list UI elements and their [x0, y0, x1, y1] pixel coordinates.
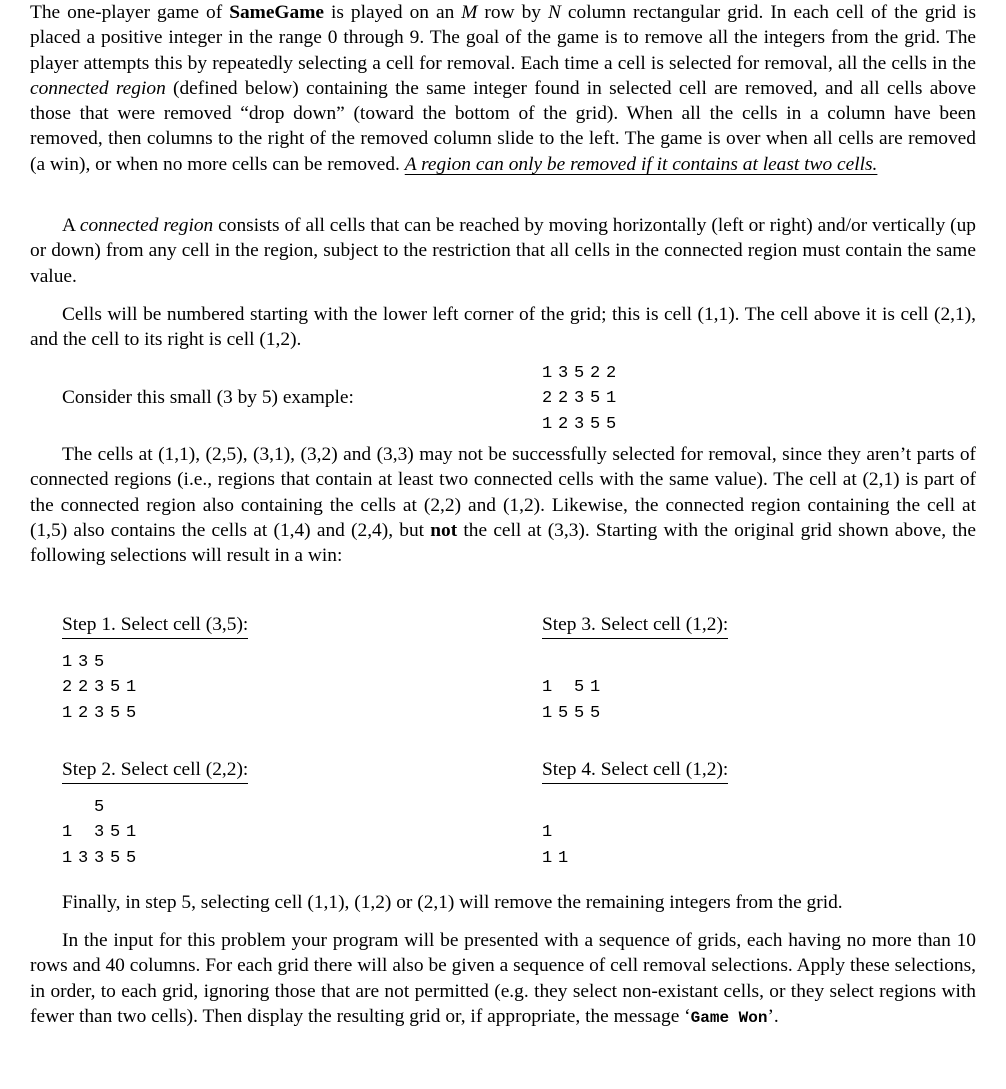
term-connected-region: connected region: [30, 77, 166, 99]
game-won-message: Game Won: [690, 1008, 768, 1027]
grid-cell: 5: [110, 848, 121, 868]
grid-cell: [606, 795, 622, 820]
grid-cell: 3: [558, 364, 569, 383]
grid-row: [62, 650, 248, 675]
grid-cell: 5: [110, 703, 121, 723]
grid-cell: 1: [62, 823, 73, 843]
grid-cell: 1: [62, 703, 73, 723]
grid-cell: 5: [558, 703, 569, 723]
grid-cell: [590, 650, 606, 675]
grid-cell: [78, 795, 94, 820]
grid-cell: 5: [574, 678, 585, 698]
grid-cell: 1: [542, 703, 553, 723]
grid-cell: 3: [574, 389, 585, 409]
grid-cell: 1: [542, 414, 553, 434]
grid-cell: 1: [590, 678, 601, 698]
step-title: Step 1. Select cell (3,5):: [62, 613, 248, 639]
grid-cell: 3: [78, 653, 89, 672]
grid-cell: 5: [590, 389, 601, 409]
final-step-paragraph: Finally, in step 5, selecting cell (1,1), (1,2) or (2,1) will remove the remaining integers from the grid.: [62, 892, 843, 913]
grid-cell: 2: [558, 389, 569, 409]
example-explanation: The cells at (1,1), (2,5), (3,1), (3,2) and (3,3) may not be successfully selected for removal, since they aren’t parts of connected regions (i.e., regions that contain at least two connected cells with the same value). The cell at (2,1) is part of the connected region also containing the cells at (2,2) and (1,2). Likewise, the connected region containing the cell at (1,5) also contains the cells at (1,4) and (2,4), but not the cell at (3,3). Starting with the original grid shown above, the following selections will result in a win:: [30, 444, 976, 567]
grid-cell: 3: [94, 703, 105, 723]
grid-row: [62, 675, 248, 700]
grid-cell: 1: [62, 848, 73, 868]
grid-cell: [78, 820, 94, 845]
grid-cell: 2: [590, 364, 601, 383]
grid-cell: 2: [542, 389, 553, 409]
grid-cell: 1: [542, 848, 553, 868]
grid-cell: [558, 795, 574, 820]
grid-row: [542, 650, 728, 675]
grid-cell: [574, 846, 590, 871]
grid-cell: 5: [590, 414, 601, 434]
grid-cell: [606, 650, 622, 675]
grid-cell: [606, 820, 622, 845]
grid-cell: 1: [558, 848, 569, 868]
grid-cell: 3: [574, 414, 585, 434]
grid-row: [62, 820, 248, 845]
grid-cell: 5: [110, 823, 121, 843]
grid-row: [542, 820, 728, 845]
game-name: SameGame: [229, 2, 324, 23]
grid-cell: 5: [126, 848, 137, 868]
grid-cell: [62, 795, 78, 820]
step-title: Step 4. Select cell (1,2):: [542, 758, 728, 784]
rule-emphasis: A region can only be removed if it contains at least two cells.: [404, 153, 878, 175]
grid-cell: [606, 701, 622, 726]
grid-cell: [590, 846, 606, 871]
intro-paragraph: The one-player game of SameGame is played on an M row by N column rectangular grid. In each cell of the grid is placed a positive integer in the range 0 through 9. The goal of the game is to remove all the integers from the grid. The player attempts this by repeatedly selecting a cell for removal. Each time a cell is selected for removal, all the cells in the connected region (defined below) containing the same integer found in selected cell are removed, and all cells above those that were removed “drop down” (toward the bottom of the grid). When all the cells in a column have been removed, then columns to the right of the removed column slide to the left. The game is over when all cells are removed (a win), or when no more cells can be removed. A region can only be removed if it contains at least two cells.: [30, 2, 976, 175]
grid-row: [542, 386, 622, 411]
grid-cell: 1: [542, 823, 553, 843]
grid-cell: 2: [62, 678, 73, 698]
grid-cell: 2: [78, 703, 89, 723]
cell-numbering-paragraph: Cells will be numbered starting with the lower left corner of the grid; this is cell (1,1). The cell above it is cell (2,1), and the cell to its right is cell (1,2).: [30, 304, 976, 351]
grid-cell: 1: [542, 364, 553, 383]
step-grid: [542, 650, 728, 726]
grid-cell: 5: [574, 364, 585, 383]
grid-cell: 2: [558, 414, 569, 434]
grid-cell: [574, 795, 590, 820]
grid-cell: [542, 650, 558, 675]
grid-cell: 1: [542, 678, 553, 698]
grid-row: [542, 795, 728, 820]
step-grid: [62, 795, 248, 871]
step-grid: [542, 795, 728, 871]
grid-cell: [110, 650, 126, 675]
grid-cell: [110, 795, 126, 820]
grid-cell: [558, 675, 574, 700]
grid-cell: 5: [94, 798, 105, 817]
step-1: [62, 613, 248, 726]
step-4: [542, 758, 728, 871]
var-m: M: [461, 2, 478, 23]
grid-cell: 3: [78, 848, 89, 868]
step-3: [542, 613, 728, 726]
grid-row: [62, 795, 248, 820]
grid-cell: [558, 820, 574, 845]
grid-cell: 5: [110, 678, 121, 698]
grid-row: [542, 412, 622, 437]
grid-cell: [126, 650, 142, 675]
original-grid: [542, 361, 622, 437]
term-connected-region: connected region: [79, 215, 214, 236]
connected-region-definition: A connected region consists of all cells that can be reached by moving horizontally (left or right) and/or vertically (up or down) from any cell in the region, subject to the restriction that all cells in the connected region must contain the same value.: [30, 215, 977, 287]
emphasis-not: not: [430, 519, 458, 541]
grid-cell: 1: [126, 823, 137, 843]
grid-cell: 1: [606, 389, 617, 409]
grid-cell: 2: [606, 364, 617, 383]
grid-cell: 2: [78, 678, 89, 698]
step-title: Step 3. Select cell (1,2):: [542, 613, 728, 639]
example-label: Consider this small (3 by 5) example:: [62, 387, 354, 408]
step-2: [62, 758, 248, 871]
step-grid: [62, 650, 248, 726]
grid-cell: 3: [94, 678, 105, 698]
grid-cell: [590, 795, 606, 820]
grid-cell: 1: [126, 678, 137, 698]
grid-row: [62, 846, 248, 871]
grid-row: [542, 675, 728, 700]
grid-cell: [590, 820, 606, 845]
grid-cell: [606, 846, 622, 871]
grid-row: [62, 701, 248, 726]
step-title: Step 2. Select cell (2,2):: [62, 758, 248, 784]
grid-cell: 5: [574, 703, 585, 723]
grid-cell: [574, 650, 590, 675]
grid-cell: [558, 650, 574, 675]
grid-cell: 5: [94, 653, 105, 672]
grid-cell: [126, 795, 142, 820]
grid-cell: [542, 795, 558, 820]
grid-row: [542, 361, 622, 386]
grid-cell: 5: [126, 703, 137, 723]
grid-cell: 3: [94, 848, 105, 868]
input-description: In the input for this problem your program will be presented with a sequence of grids, each having no more than 10 rows and 40 columns. For each grid there will also be given a sequence of cell removal selections. Apply these selections, in order, to each grid, ignoring those that are not permitted (e.g. they select non-existant cells, or they select regions with fewer than two cells). Then display the resulting grid or, if appropriate, the message ‘Game Won’.: [30, 930, 976, 1027]
grid-row: [542, 846, 728, 871]
grid-cell: 3: [94, 823, 105, 843]
grid-row: [542, 701, 728, 726]
grid-cell: 5: [590, 703, 601, 723]
grid-cell: [606, 675, 622, 700]
grid-cell: 5: [606, 414, 617, 434]
var-n: N: [547, 2, 561, 23]
grid-cell: [574, 820, 590, 845]
grid-cell: 1: [62, 653, 73, 672]
